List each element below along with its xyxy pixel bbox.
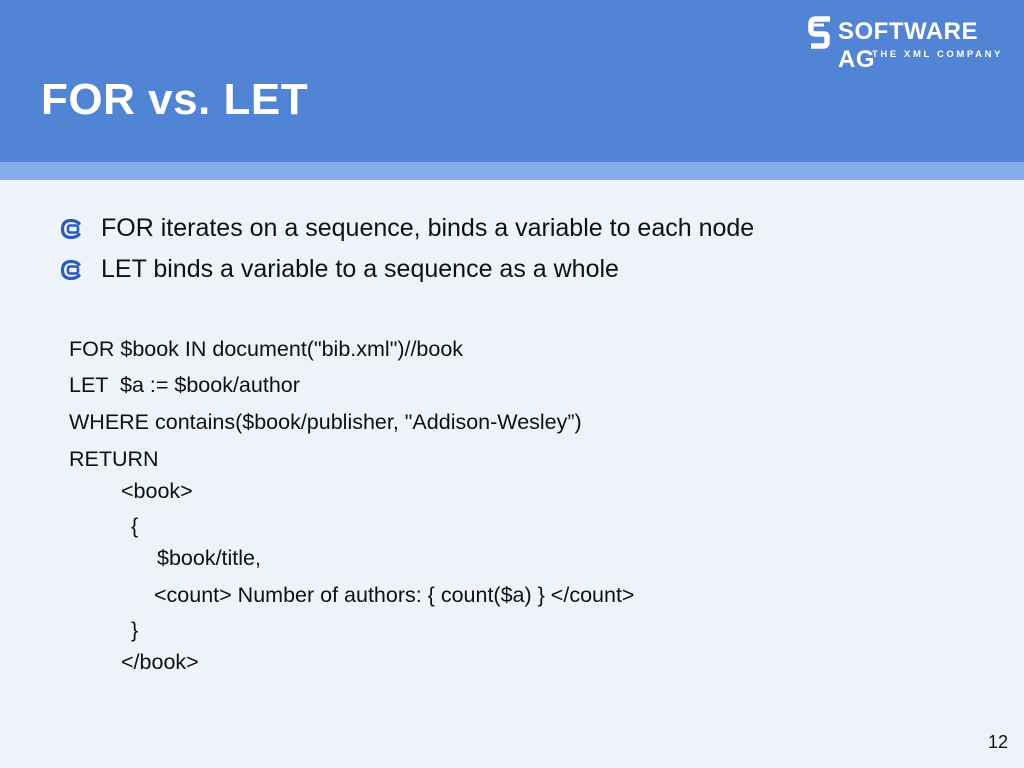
- code-line: WHERE contains($book/publisher, "Addison-Wesley”): [69, 410, 582, 434]
- code-line: $book/title,: [157, 546, 261, 570]
- code-line: {: [131, 514, 139, 538]
- code-line: LET $a := $book/author: [69, 373, 300, 397]
- code-line: FOR $book IN document("bib.xml")//book: [69, 337, 464, 361]
- slide-title: FOR vs. LET: [41, 75, 309, 124]
- code-line: <book>: [121, 479, 193, 503]
- code-line: }: [131, 618, 139, 642]
- page-number: 12: [988, 732, 1009, 752]
- logo-tagline: THE XML COMPANY: [872, 49, 1004, 60]
- code-line: RETURN: [69, 447, 159, 471]
- code-line: </book>: [121, 650, 199, 674]
- logo-name: SOFTWARE AG: [838, 18, 978, 73]
- code-line: <count> Number of authors: { count($a) } </count>: [154, 583, 635, 607]
- bullet-text: FOR iterates on a sequence, binds a variable to each node: [101, 214, 755, 242]
- bullet-text: LET binds a variable to a sequence as a whole: [101, 255, 619, 283]
